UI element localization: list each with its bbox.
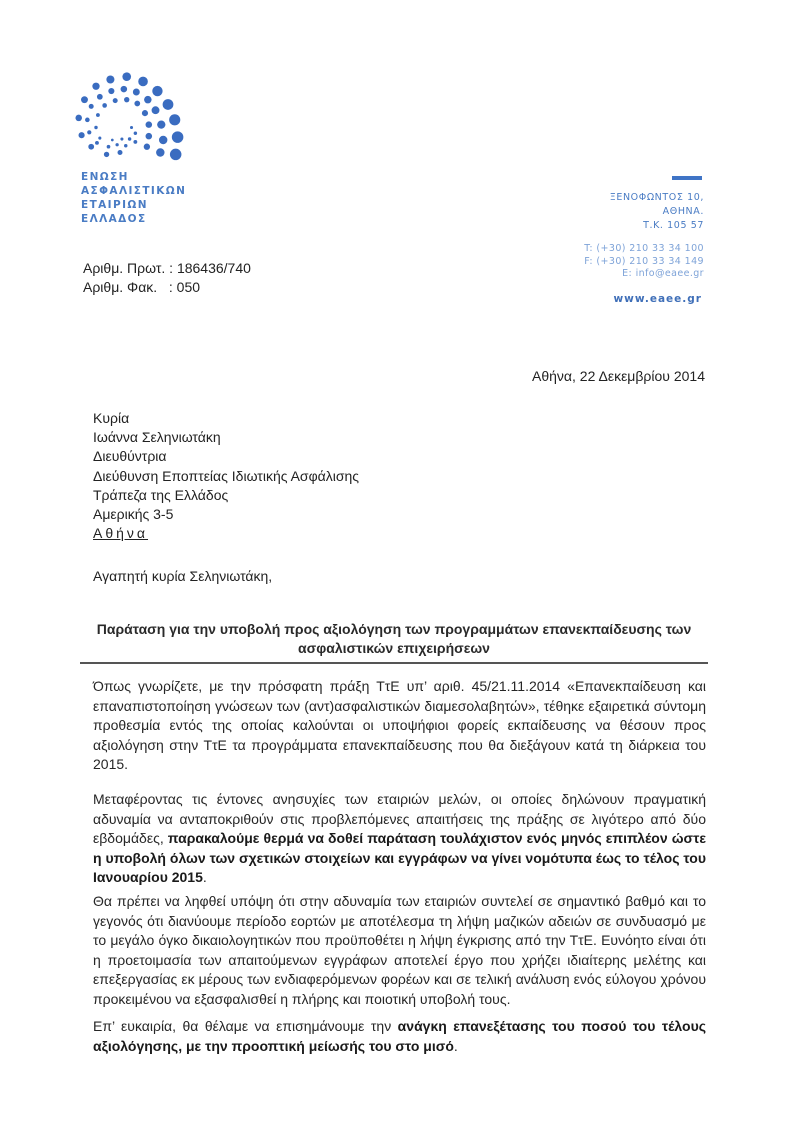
body-paragraph-4 — [93, 1017, 706, 1056]
protocol-number: 186436/740 — [176, 260, 251, 276]
file-label: Αριθμ. Φακ. : — [83, 279, 177, 295]
organization-name — [81, 170, 186, 226]
email-address: E: info@eaee.gr — [622, 268, 704, 279]
phone-number: T: (+30) 210 33 34 100 — [584, 243, 704, 254]
fax-number: F: (+30) 210 33 34 149 — [584, 255, 704, 267]
recipient-city: Αθήνα — [93, 525, 149, 542]
address-line: ΑΘΗΝΑ. — [662, 206, 704, 217]
body-paragraph-2 — [93, 790, 706, 888]
eaee-logo-icon — [72, 66, 192, 166]
address-line: ΞΕΝΟΦΩΝΤΟΣ 10, — [609, 192, 704, 203]
org-name-line: ΑΣΦΑΛΙΣΤΙΚΩΝ — [81, 185, 187, 197]
body-paragraph-1: Όπως γνωρίζετε, με την πρόσφατη πράξη ΤτΕ υπ’ αριθ. 45/21.11.2014 «Επανεκπαίδευση και επαναπιστοποίηση γνώσεων των (αντ)ασφαλιστικών διαμεσολαβητών», τέθηκε εξαιρετικά σύντομη προθεσμία εντός της οποίας καλούνται οι υποψήφιοι φορείς εκπαίδευσης να θέσουν προς αξιολόγηση στην ΤτΕ τα προγράμματα επανεκπαίδευσης που θα διεξάγουν κατά τη διάρκεια του 2015. — [93, 678, 706, 773]
paragraph-end: . — [453, 1037, 458, 1054]
org-name-line: ΕΛΛΑΔΟΣ — [81, 213, 147, 225]
letter-date: Αθήνα, 22 Δεκεμβρίου 2014 — [532, 368, 705, 384]
body-paragraph-3: Θα πρέπει να ληφθεί υπόψη ότι στην αδυναμία των εταιριών συντελεί σε σημαντικό βαθμό και το γεγονός ότι διανύουμε περίοδο εορτών με αποτέλεσμα τη λήψη μαζικών αδειών σε συνδυασμό με το μεγάλο όγκο δικαιολογητικών που προϋποθέτει η λήψη έγκρισης από την ΤτΕ. Ευνόητο είναι ότι η προετοιμασία των απαιτούμενων εγγράφων αποτελεί έργο που χρήζει ιδιαίτερης μελέτης και επεξεργασίας εκ μέρους των ενδιαφερόμενων φορέων και σε τελική ανάλυση ενός εύλογου χρόνου προκειμένου να εξασφαλισθεί η πλήρης και ποιοτική υποβολή τους. — [93, 893, 706, 1007]
file-number: 050 — [176, 279, 201, 295]
recipient-position: Διευθύντρια — [93, 448, 167, 465]
recipient-title: Κυρία — [93, 410, 130, 426]
protocol-label: Αριθμ. Πρωτ. : — [83, 260, 177, 276]
recipient-department: Διεύθυνση Εποπτείας Ιδιωτικής Ασφάλισης — [93, 467, 360, 484]
recipient-organization: Τράπεζα της Ελλάδος — [93, 486, 229, 503]
website-link[interactable]: www.eaee.gr — [613, 293, 702, 305]
address-accent-bar — [672, 176, 702, 180]
greeting: Αγαπητή κυρία Σεληνιωτάκη, — [93, 568, 273, 584]
paragraph-emphasis: παρακαλούμε θερμά να δοθεί παράταση τουλάχιστον ενός μηνός επιπλέον ώστε η υποβολή όλων των σχετικών στοιχείων και εγγράφων να γίνει νομότυπα έως το τέλος του Ιανουαρίου 2015 — [93, 830, 706, 886]
paragraph-text: Μεταφέροντας τις έντονες ανησυχίες των εταιριών μελών, οι οποίες δηλώνουν πραγματική αδυναμία να ανταποκριθούν στις προβλεπόμενες απαιτήσεις της πράξης σε λιγότερο από δύο εβδομάδες, — [93, 791, 706, 847]
paragraph-emphasis: ανάγκη επανεξέτασης του ποσού του τέλους αξιολόγησης, με την προοπτική μείωσής του στο μισό — [93, 1018, 706, 1054]
paragraph-end: . — [202, 869, 207, 886]
paragraph-text: Επ’ ευκαιρία, θα θέλαμε να επισημάνουμε την — [93, 1018, 398, 1034]
org-name-line: ΕΝΩΣΗ — [81, 171, 129, 183]
organization-address — [610, 191, 704, 233]
recipient-street: Αμερικής 3-5 — [93, 506, 174, 523]
recipient-name: Ιωάννα Σεληνιωτάκη — [93, 429, 221, 446]
recipient-block — [93, 409, 359, 543]
letter-subject: Παράταση για την υποβολή προς αξιολόγηση των προγραμμάτων επανεκπαίδευσης των ασφαλιστικών επιχειρήσεων — [80, 620, 708, 664]
organization-contacts — [584, 243, 704, 281]
address-line: Τ.Κ. 105 57 — [643, 220, 704, 231]
reference-numbers — [83, 259, 251, 297]
org-name-line: ΕΤΑΙΡΙΩΝ — [81, 199, 148, 211]
